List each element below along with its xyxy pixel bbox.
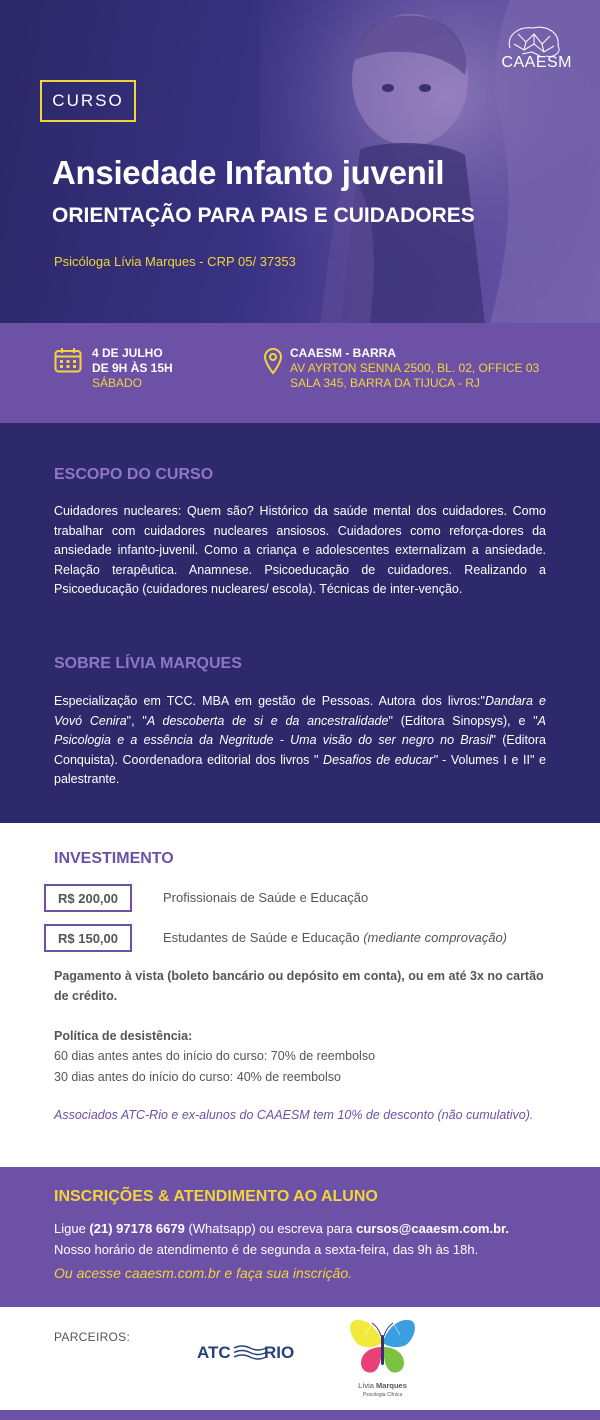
website-link[interactable]: Ou acesse caaesm.com.br e faça sua inscrição. xyxy=(54,1265,353,1281)
policy-heading: Política de desistência: xyxy=(54,1029,193,1043)
footer-bar xyxy=(0,1410,600,1420)
location-pin-icon xyxy=(263,347,283,375)
price-students: R$ 150,00 xyxy=(44,924,132,952)
registration-heading: INSCRIÇÕES & ATENDIMENTO AO ALUNO xyxy=(54,1188,378,1205)
caaesm-logo-text: CAAESM xyxy=(501,54,572,71)
about-heading: SOBRE LÍVIA MARQUES xyxy=(54,655,242,672)
price-students-label: Estudantes de Saúde e Educação (mediante comprovação) xyxy=(163,930,508,945)
scope-text: Cuidadores nucleares: Quem são? Histórico da saúde mental dos cuidadores. Como trabalhar com cuidadores nucleares ansiosos. Cuidadores como reforça-dores da ansiedade infanto-juvenil. Como a criança e adolescentes externalizam a ansiedade. Relação terapêutica. Anamnese. Psicoeducação de cuidadores. Realizando a Psicoeducação (cuidadores nucleares/ escola). Técnicas de inter-venção. xyxy=(54,504,546,596)
hours-line: Nosso horário de atendimento é de segunda a sexta-feira, das 9h às 18h. xyxy=(54,1242,479,1257)
livia-logo-name: Lívia Marques xyxy=(358,1381,407,1390)
event-location xyxy=(290,346,539,391)
about-text: Especialização em TCC. MBA em gestão de Pessoas. Autora dos livros:"Dandara e Vovó Cenira", "A descoberta de si e da ancestralidade" (Editora Sinopsys), e "A Psicologia e a essência da Negritude - Uma visão do ser negro no Brasil" (Editora Conquista). Coordenadora editorial dos livros " Desafios de educar" - Volumes I e II" e palestrante. xyxy=(54,694,547,786)
price-professionals-label: Profissionais de Saúde e Educação xyxy=(163,890,369,905)
email-link[interactable]: cursos@caaesm.com.br. xyxy=(356,1221,509,1236)
associates-discount: Associados ATC-Rio e ex-alunos do CAAESM tem 10% de desconto (não cumulativo). xyxy=(54,1108,534,1122)
event-date xyxy=(92,346,173,391)
calendar-icon xyxy=(54,347,82,373)
venue-name: CAAESM - BARRA xyxy=(290,346,396,360)
scope-heading: ESCOPO DO CURSO xyxy=(54,466,214,483)
hero-banner xyxy=(0,0,600,323)
course-title: Ansiedade Infanto juvenil xyxy=(52,154,445,191)
course-subtitle: ORIENTAÇÃO PARA PAIS E CUIDADORES xyxy=(52,204,475,227)
atc-logo-text-a: ATC xyxy=(197,1343,231,1362)
atc-rio-logo xyxy=(197,1340,297,1364)
price-professionals: R$ 200,00 xyxy=(44,884,132,912)
investment-heading: INVESTIMENTO xyxy=(54,850,174,867)
phone-link[interactable]: (21) 97178 6679 xyxy=(89,1221,185,1236)
address-line-1: AV AYRTON SENNA 2500, BL. 02, OFFICE 03 xyxy=(290,361,540,375)
weekday-line: SÁBADO xyxy=(92,376,143,390)
livia-logo-subtitle: Psicologia Clínica xyxy=(362,1392,403,1398)
instructor-line: Psicóloga Lívia Marques - CRP 05/ 37353 xyxy=(54,254,296,269)
time-line: DE 9H ÀS 15H xyxy=(92,361,173,375)
policy-line-2: 30 dias antes do início do curso: 40% de reembolso xyxy=(54,1070,341,1084)
atc-logo-text-b: RIO xyxy=(264,1343,295,1362)
address-line-2: SALA 345, BARRA DA TIJUCA - RJ xyxy=(290,376,480,390)
butterfly-logo-icon xyxy=(345,1317,420,1379)
contact-line: Ligue (21) 97178 6679 (Whatsapp) ou escreva para cursos@caaesm.com.br. xyxy=(54,1221,509,1236)
partners-label: PARCEIROS: xyxy=(54,1330,131,1344)
payment-terms: Pagamento à vista (boleto bancário ou depósito em conta), ou em até 3x no cartão de crédito. xyxy=(54,969,544,1003)
course-badge: CURSO xyxy=(40,80,136,122)
policy-line-1: 60 dias antes antes do início do curso: 70% de reembolso xyxy=(54,1049,376,1063)
date-line: 4 DE JULHO xyxy=(92,346,163,360)
